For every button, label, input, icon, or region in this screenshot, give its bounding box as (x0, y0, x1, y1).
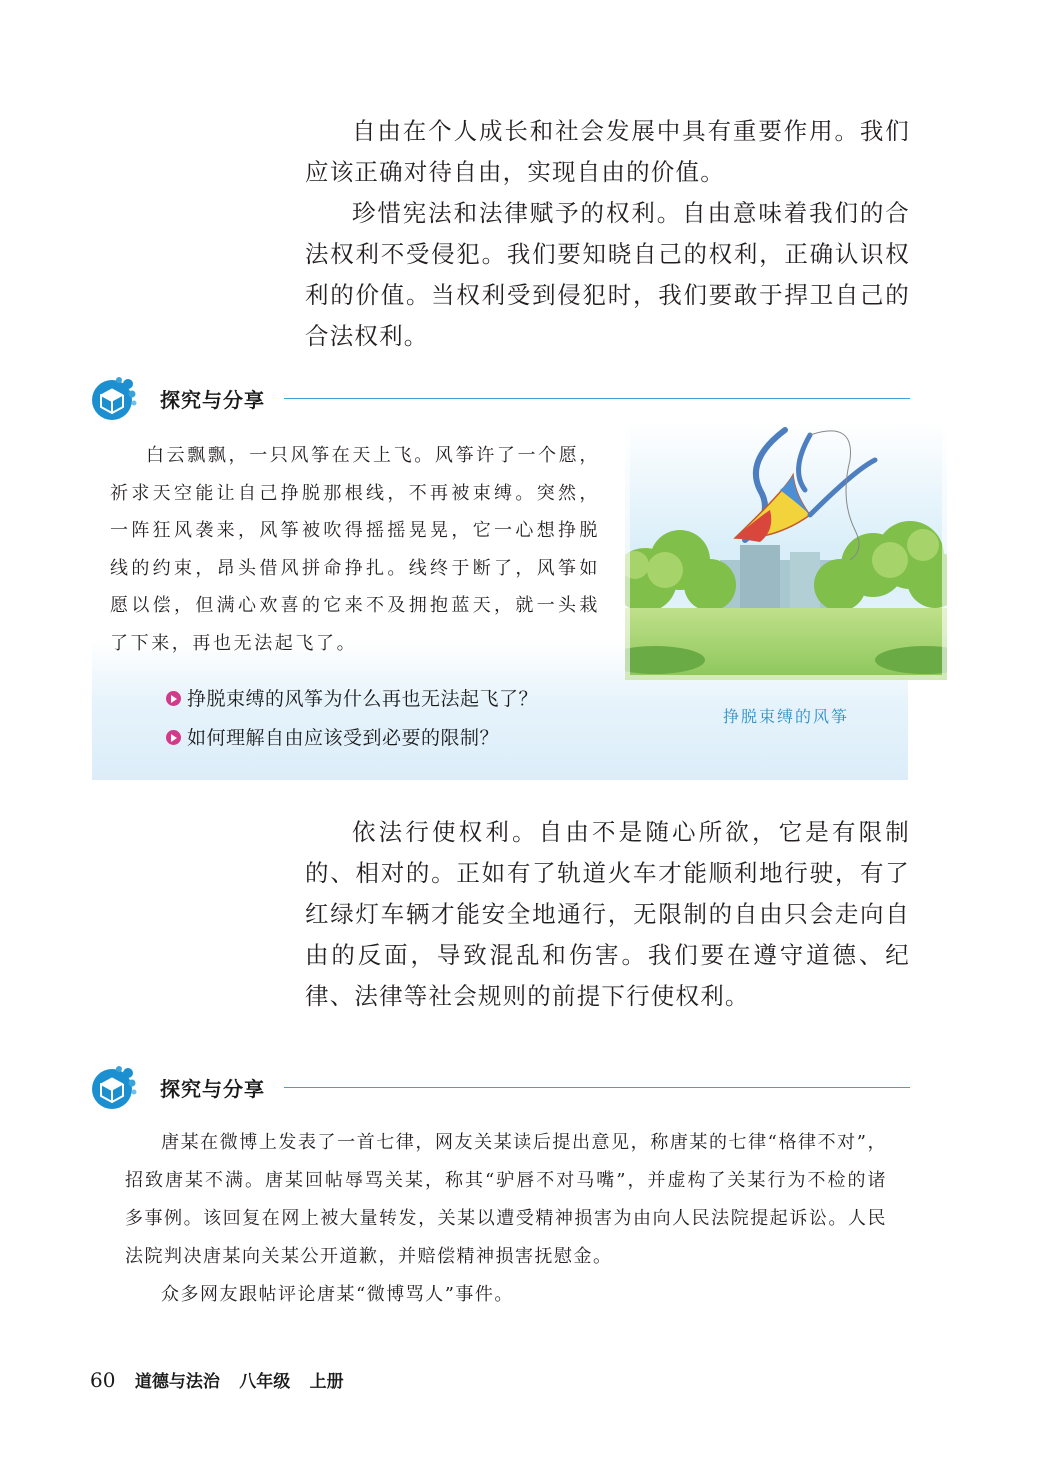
explore-share-cube-icon (90, 374, 138, 422)
story-paragraph: 白云飘飘，一只风筝在天上飞。风筝许了一个愿，祈求天空能让自己挣脱那根线，不再被束缚。突然，一阵狂风袭来，风筝被吹得摇摇晃晃，它一心想挣脱线的约束，昂头借风拼命挣扎。线终于断了，风筝如愿以偿，但满心欢喜的它来不及拥抱蓝天，就一头栽了下来，再也无法起飞了。 (110, 445, 600, 654)
page-footer (90, 1367, 358, 1392)
section-header-explore-share (90, 374, 910, 422)
explore-share-cube-icon (90, 1063, 138, 1111)
question-text: 挣脱束缚的风筝为什么再也无法起飞了？ (187, 688, 539, 710)
section-title: 探究与分享 (160, 1077, 265, 1101)
paragraph: 依法行使权利。自由不是随心所欲，它是有限制的、相对的。正如有了轨道火车才能顺利地行驶，有了红绿灯车辆才能安全地通行，无限制的自由只会走向自由的反面，导致混乱和伤害。我们要在遵守道德、纪律、法律等社会规则的前提下行使权利。 (305, 818, 910, 1010)
question-item (166, 723, 499, 750)
paragraph: 珍惜宪法和法律赋予的权利。自由意味着我们的合法权利不受侵犯。我们要知晓自己的权利，正确认识权利的价值。当权利受到侵犯时，我们要敢于捍卫自己的合法权利。 (305, 199, 910, 350)
kite-story (110, 437, 600, 662)
story-paragraph: 众多网友跟帖评论唐某“微博骂人”事件。 (161, 1284, 514, 1305)
image-caption: 挣脱束缚的风筝 (722, 707, 849, 726)
section-divider (284, 1087, 910, 1088)
question-bullet-icon (166, 730, 181, 745)
grade-label: 八年级 (239, 1372, 291, 1392)
section-title: 探究与分享 (160, 388, 265, 412)
page-number: 60 (90, 1368, 116, 1392)
section-header-explore-share (90, 1063, 910, 1111)
question-text: 如何理解自由应该受到必要的限制？ (187, 727, 500, 749)
weibo-case-story (125, 1124, 887, 1314)
section-divider (284, 398, 910, 399)
question-bullet-icon (166, 691, 181, 706)
book-title: 道德与法治 (134, 1372, 220, 1392)
paragraph: 自由在个人成长和社会发展中具有重要作用。我们应该正确对待自由，实现自由的价值。 (305, 117, 910, 186)
body-text-middle (305, 812, 910, 1017)
question-item (166, 684, 538, 711)
kite-illustration (625, 420, 947, 680)
body-text-top (305, 111, 910, 357)
volume-label: 上册 (309, 1372, 344, 1392)
story-paragraph: 唐某在微博上发表了一首七律，网友关某读后提出意见，称唐某的七律“格律不对”，招致唐某不满。唐某回帖辱骂关某，称其“驴唇不对马嘴”，并虚构了关某行为不检的诸多事例。该回复在网上被大量转发，关某以遭受精神损害为由向人民法院提起诉讼。人民法院判决唐某向关某公开道歉，并赔偿精神损害抚慰金。 (125, 1132, 887, 1267)
